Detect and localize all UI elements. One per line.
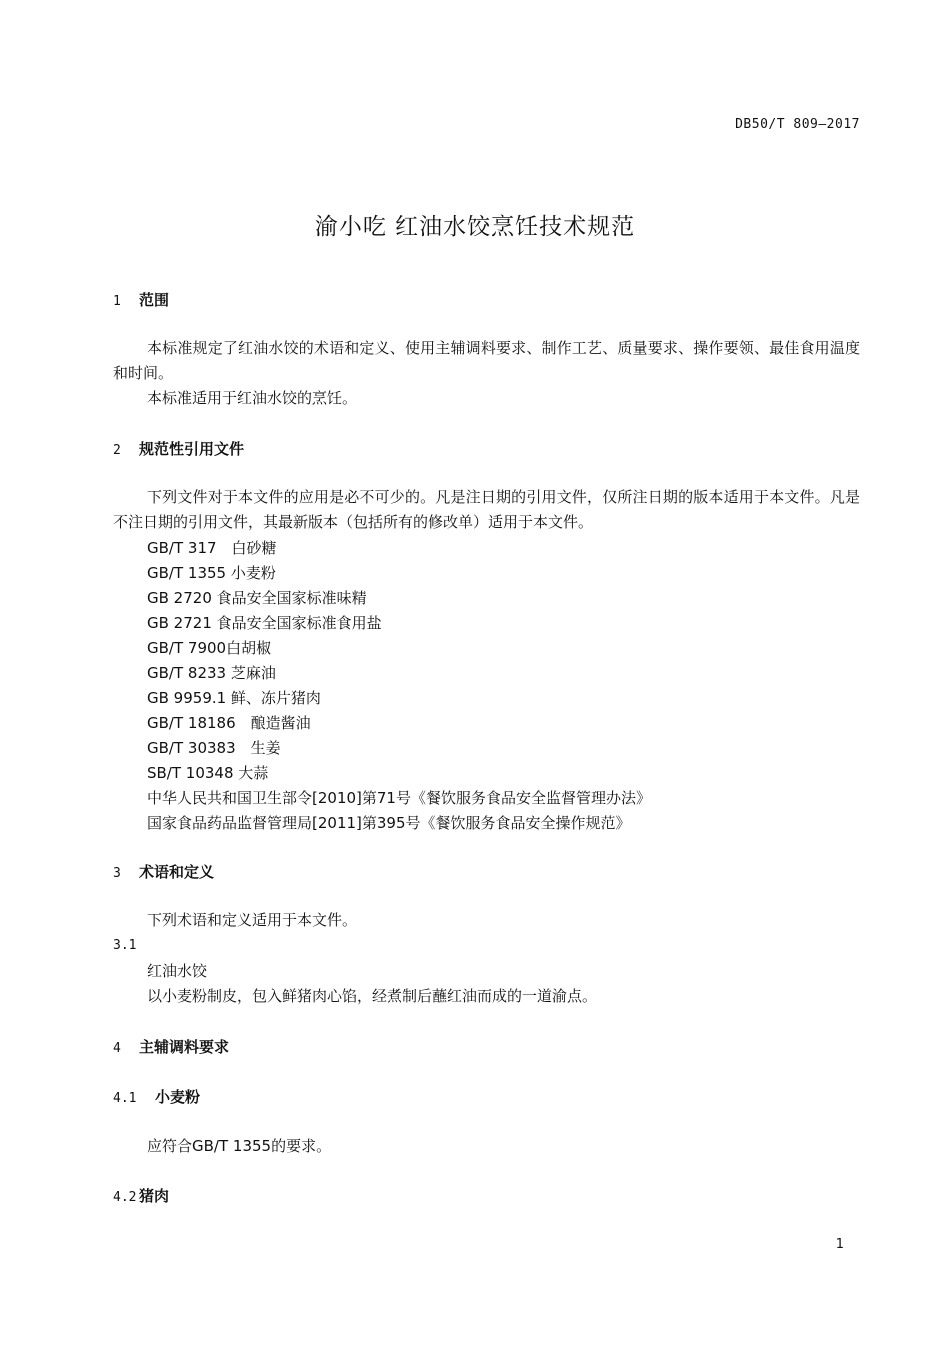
page-number: 1 [835,1237,844,1252]
reference-item: GB 2721 食品安全国家标准食用盐 [147,614,382,632]
reference-item: GB/T 7900白胡椒 [147,639,272,657]
references-intro-paragraph: 下列文件对于本文件的应用是必不可少的。凡是注日期的引用文件，仅所注日期的版本适用于本文件。凡是不注日期的引用文件，其最新版本（包括所有的修改单）适用于本文件。 [113,488,860,531]
reference-item: GB 9959.1 鲜、冻片猪肉 [147,689,321,707]
subsection-4-1-heading [113,1086,200,1107]
section-number: 4 [113,1041,121,1056]
section-4-heading [113,1036,229,1057]
document-id: DB50/T 809—2017 [735,117,860,132]
scope-paragraph-1: 本标准规定了红油水饺的术语和定义、使用主辅调料要求、制作工艺、质量要求、操作要领、最佳食用温度和时间。 [113,339,860,382]
subsection-number: 4.1 [113,1091,137,1106]
section-number: 1 [113,294,121,309]
reference-item: 中华人民共和国卫生部令[2010]第71号《餐饮服务食品安全监督管理办法》 [147,789,651,807]
subsection-number: 4.2 [113,1190,137,1205]
term-name: 红油水饺 [147,962,208,980]
section-3-heading [113,861,214,882]
scope-paragraph-2: 本标准适用于红油水饺的烹饪。 [147,389,358,407]
reference-item: GB/T 8233 芝麻油 [147,664,276,682]
reference-item: GB/T 1355 小麦粉 [147,564,276,582]
section-title: 主辅调料要求 [139,1038,230,1056]
section-number: 2 [113,443,121,458]
reference-item: GB/T 317 白砂糖 [147,539,277,557]
reference-item: 国家食品药品监督管理局[2011]第395号《餐饮服务食品安全操作规范》 [147,814,631,832]
section-title: 规范性引用文件 [139,440,245,458]
subsection-title: 猪肉 [139,1187,170,1205]
term-number: 3.1 [113,938,137,953]
reference-item: SB/T 10348 大蒜 [147,764,269,782]
wheat-flour-requirement: 应符合GB/T 1355的要求。 [147,1137,332,1155]
section-title: 范围 [139,291,170,309]
terms-intro-paragraph: 下列术语和定义适用于本文件。 [147,911,358,929]
page-title: 渝小吃 红油水饺烹饪技术规范 [314,214,636,240]
reference-item: GB/T 18186 酿造酱油 [147,714,311,732]
section-number: 3 [113,866,121,881]
subsection-4-2-heading [113,1185,169,1206]
section-1-heading [113,289,169,310]
section-title: 术语和定义 [139,863,215,881]
term-definition: 以小麦粉制皮，包入鲜猪肉心馅，经煮制后蘸红油而成的一道渝点。 [147,987,598,1005]
subsection-title: 小麦粉 [155,1088,201,1106]
reference-item: GB 2720 食品安全国家标准味精 [147,589,367,607]
reference-item: GB/T 30383 生姜 [147,739,281,757]
section-2-heading [113,438,244,459]
